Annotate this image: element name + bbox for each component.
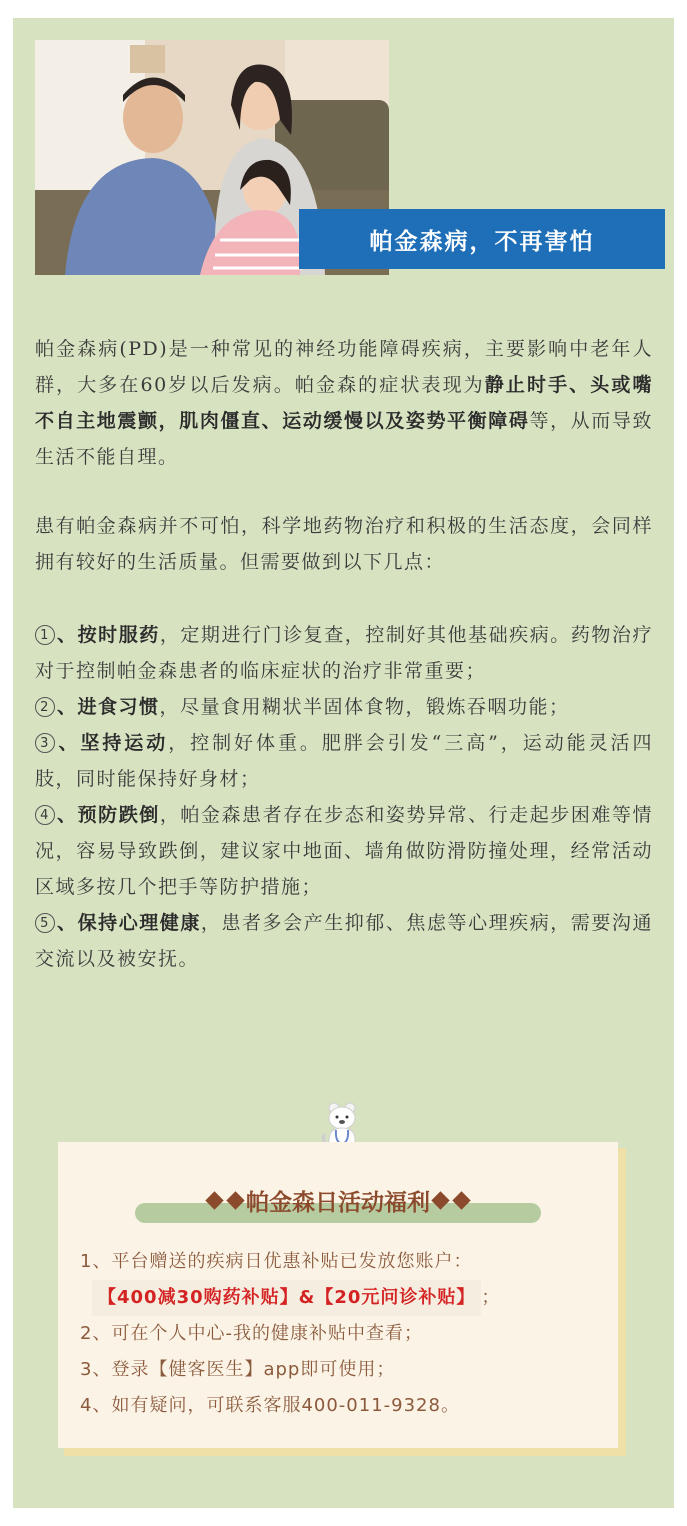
tip-text: ，患者多会产生抑郁、焦虑等心理疾病，需要沟通交流以及被安抚。 xyxy=(35,912,653,970)
promo-highlight-line xyxy=(80,1280,600,1316)
highlight-end: ； xyxy=(481,1287,501,1308)
diamond-icon xyxy=(452,1191,470,1209)
tips-list xyxy=(35,617,653,977)
promo-line-3: 3、登录【健客医生】app即可使用； xyxy=(80,1359,396,1380)
title-banner xyxy=(299,209,665,269)
tip-item xyxy=(35,617,653,689)
diamond-icon xyxy=(205,1191,223,1209)
tip-text: ，定期进行门诊复查，控制好其他基础疾病。药物治疗对于控制帕金森患者的临床症状的治疗非常重要； xyxy=(35,624,653,682)
subsidy-highlight: 【400减30购药补贴】&【20元问诊补贴】 xyxy=(92,1280,481,1316)
tip-item xyxy=(35,797,653,905)
tip-text: ，尽量食用糊状半固体食物，锻炼吞咽功能； xyxy=(159,696,570,718)
intro-paragraph xyxy=(35,331,653,475)
number-icon: 3 xyxy=(35,733,55,753)
tip-text: ，控制好体重。肥胖会引发“三高”，运动能灵活四肢，同时能保持好身材； xyxy=(35,732,653,790)
number-icon: 2 xyxy=(35,697,55,717)
tip-text: ，帕金森患者存在步态和姿势异常、行走起步困难等情况，容易导致跌倒，建议家中地面、墙角做防滑防撞处理，经常活动区域多按几个把手等防护措施； xyxy=(35,804,653,898)
intro-text-2: 等，从而导致生活不能自理。 xyxy=(35,410,653,468)
number-icon: 4 xyxy=(35,805,55,825)
diamond-icon xyxy=(226,1191,244,1209)
tip-title: 、预防跌倒 xyxy=(57,804,160,826)
tip-title: 、进食习惯 xyxy=(57,696,160,718)
promo-title-text: 帕金森日活动福利 xyxy=(246,1190,430,1216)
promo-line-1: 1、平台赠送的疾病日优惠补贴已发放您账户： xyxy=(80,1251,473,1272)
banner-title: 帕金森病，不再害怕 xyxy=(369,228,595,255)
tip-item xyxy=(35,725,653,797)
promo-line-2: 2、可在个人中心-我的健康补贴中查看； xyxy=(80,1323,423,1344)
promo-title xyxy=(135,1185,541,1221)
tip-title: 、保持心理健康 xyxy=(57,912,201,934)
promo-list xyxy=(80,1244,600,1424)
promo-line-4: 4、如有疑问，可联系客服400-011-9328。 xyxy=(80,1395,460,1416)
number-icon: 1 xyxy=(35,625,55,645)
number-icon: 5 xyxy=(35,913,55,933)
intro-symptoms: 静止时手、头或嘴不自主地震颤，肌肉僵直、运动缓慢以及姿势平衡障碍 xyxy=(35,374,653,432)
tip-title: 、坚持运动 xyxy=(57,732,169,754)
tip-item xyxy=(35,689,653,725)
intro-text-1: 帕金森病(PD)是一种常见的神经功能障碍疾病，主要影响中老年人群，大多在60岁以后发病。帕金森的症状表现为 xyxy=(35,338,653,396)
diamond-icon xyxy=(431,1191,449,1209)
lead-paragraph: 患有帕金森病并不可怕，科学地药物治疗和积极的生活态度，会同样拥有较好的生活质量。但需要做到以下几点： xyxy=(35,515,653,573)
tip-item xyxy=(35,905,653,977)
tip-title: 、按时服药 xyxy=(57,624,160,646)
